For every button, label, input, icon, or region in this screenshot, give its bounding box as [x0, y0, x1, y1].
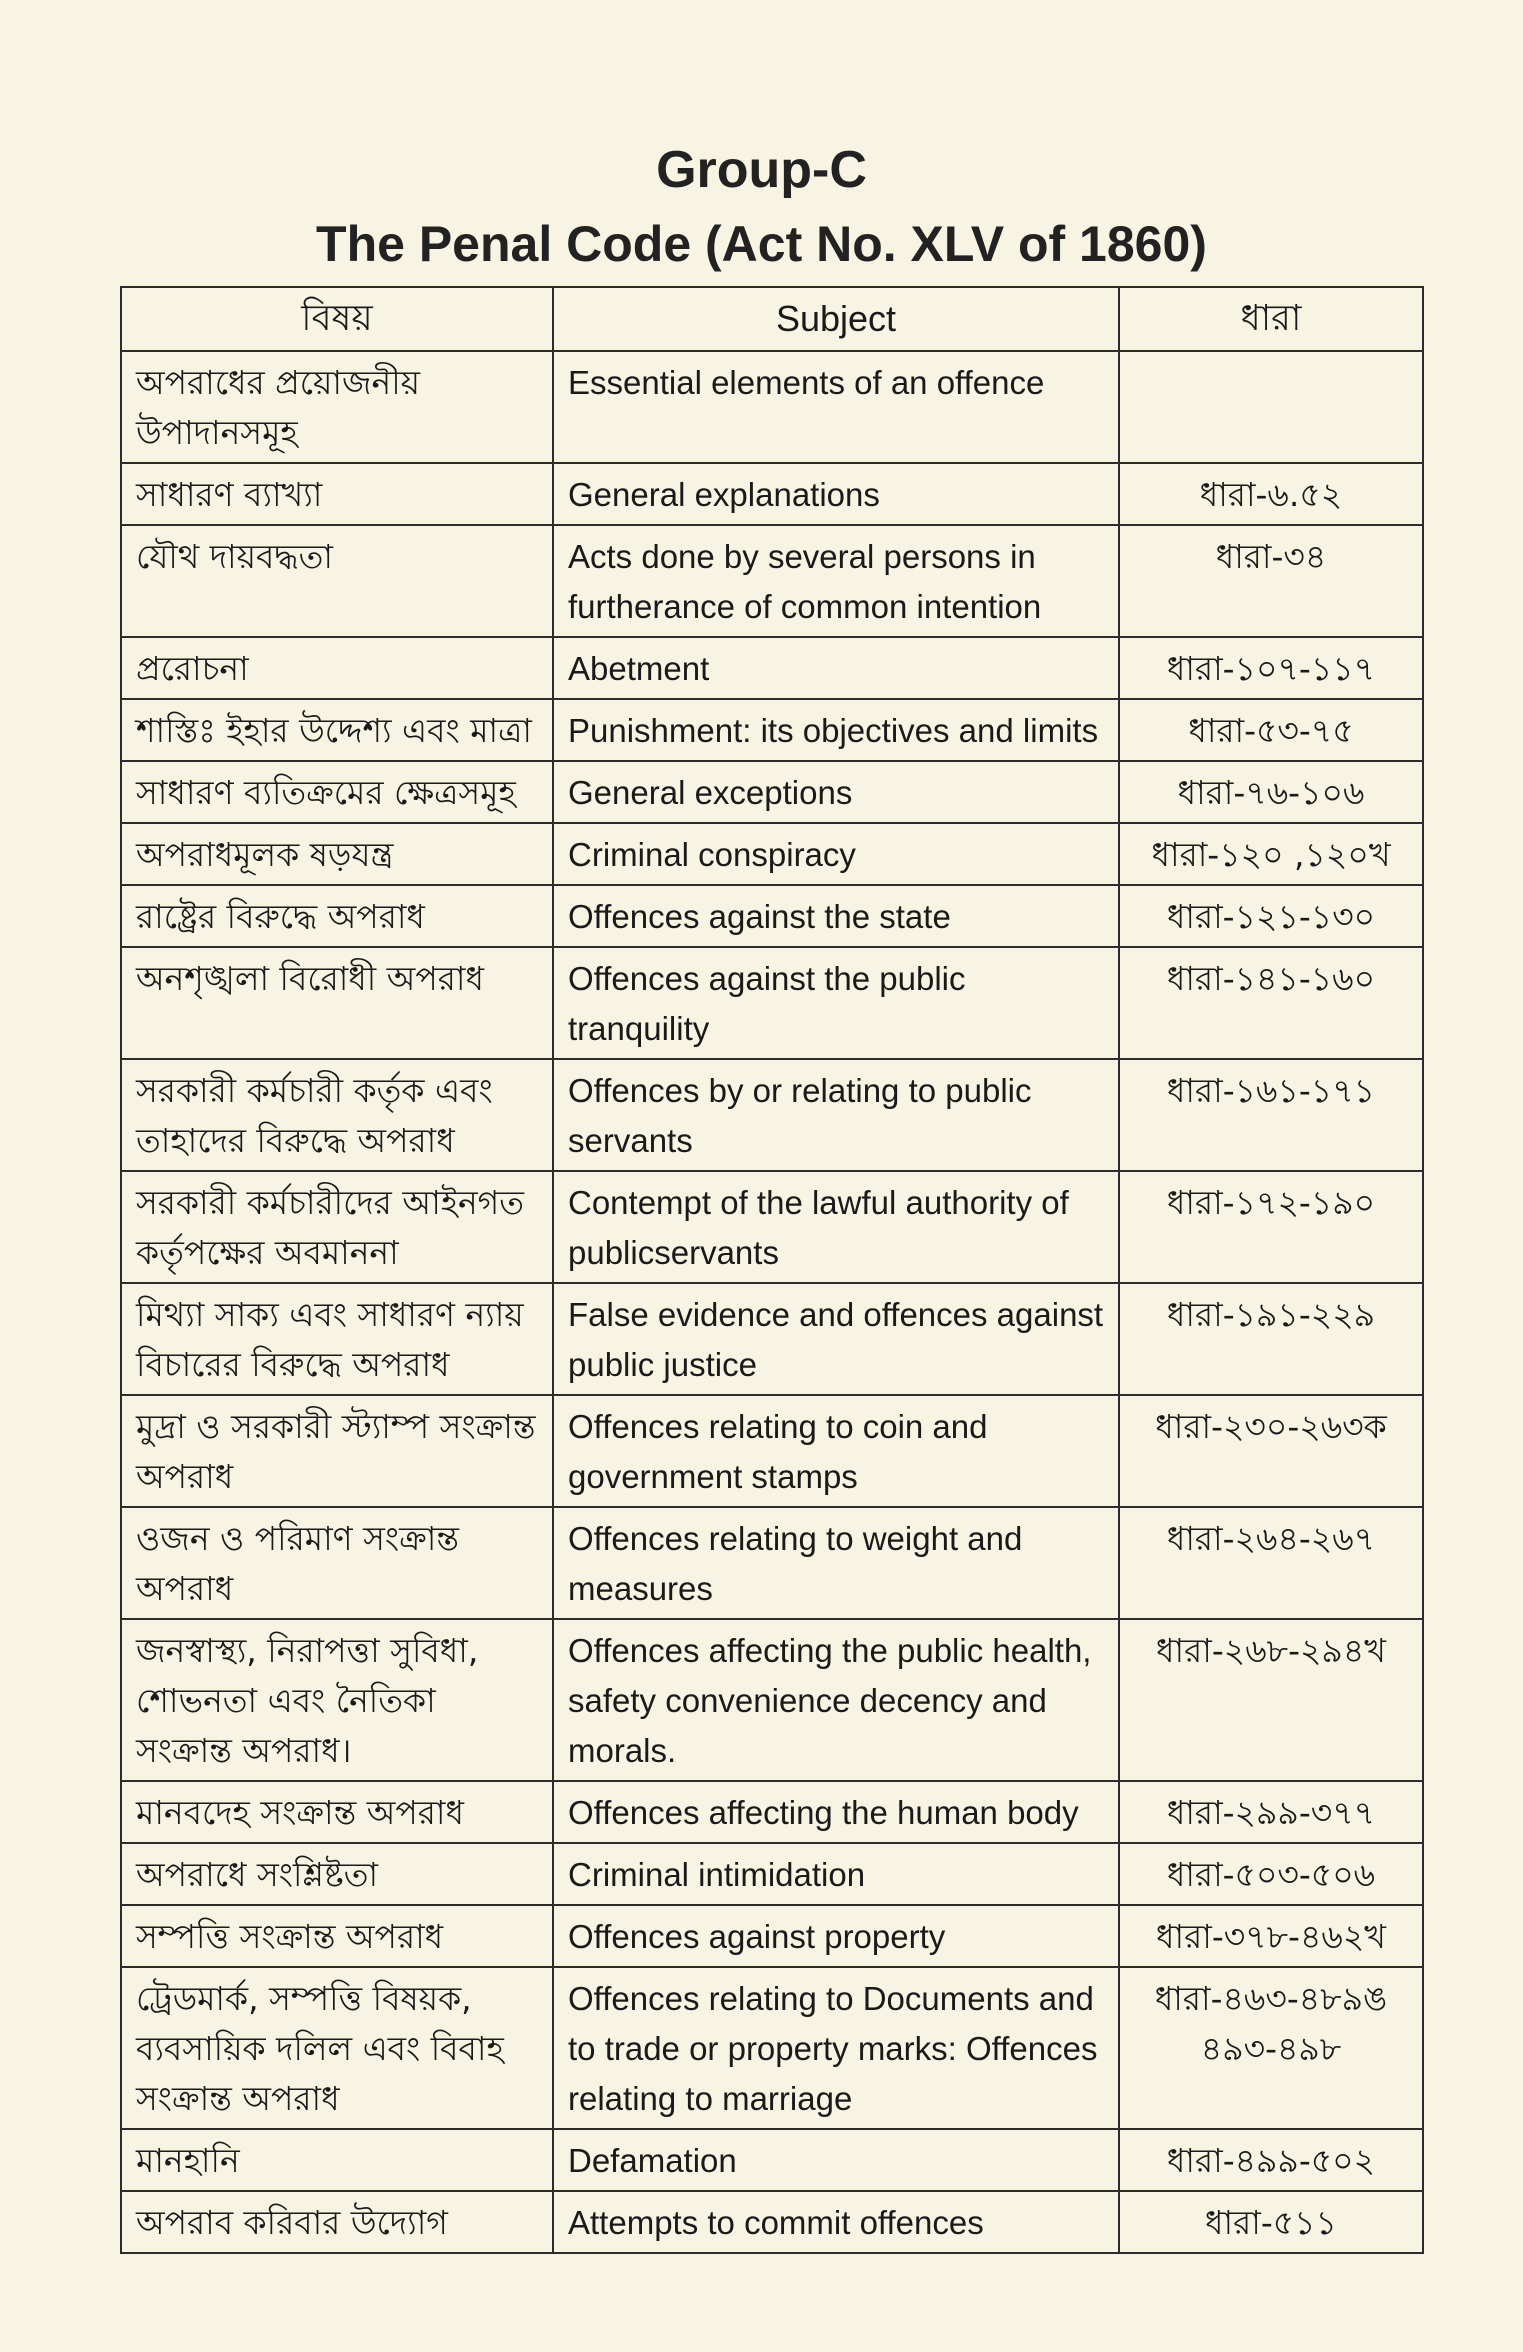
- row-section: [1119, 351, 1423, 463]
- row-subject: General exceptions: [553, 761, 1119, 823]
- header-bangla: বিষয়: [121, 287, 553, 351]
- row-subject: Criminal intimidation: [553, 1843, 1119, 1905]
- table-row: [121, 1507, 1423, 1619]
- row-section: ধারা-৪৯৯-৫০২: [1119, 2129, 1423, 2191]
- row-bangla: অপরাব করিবার উদ্যোগ: [121, 2191, 553, 2253]
- row-bangla: যৌথ দায়বদ্ধতা: [121, 525, 553, 637]
- row-bangla: মানবদেহ সংক্রান্ত অপরাধ: [121, 1781, 553, 1843]
- row-bangla: অপরাধমূলক ষড়যন্ত্র: [121, 823, 553, 885]
- row-subject: General explanations: [553, 463, 1119, 525]
- row-subject: Defamation: [553, 2129, 1119, 2191]
- table-row: [121, 1171, 1423, 1283]
- table-row: [121, 351, 1423, 463]
- row-section: ধারা-১০৭-১১৭: [1119, 637, 1423, 699]
- row-bangla: অনশৃঙ্খলা বিরোধী অপরাধ: [121, 947, 553, 1059]
- row-section: ধারা-৫১১: [1119, 2191, 1423, 2253]
- row-subject: Contempt of the lawful authority of publicservants: [553, 1171, 1119, 1283]
- row-bangla: ওজন ও পরিমাণ সংক্রান্ত অপরাধ: [121, 1507, 553, 1619]
- table-row: [121, 1781, 1423, 1843]
- table-row: [121, 525, 1423, 637]
- row-subject: Offences affecting the human body: [553, 1781, 1119, 1843]
- row-subject: Offences against the state: [553, 885, 1119, 947]
- row-bangla: সাধারণ ব্যতিক্রমের ক্ষেত্রসমূহ: [121, 761, 553, 823]
- row-section: ধারা-২৯৯-৩৭৭: [1119, 1781, 1423, 1843]
- table-row: [121, 1905, 1423, 1967]
- header-section: ধারা: [1119, 287, 1423, 351]
- row-bangla: প্ররোচনা: [121, 637, 553, 699]
- row-subject: Criminal conspiracy: [553, 823, 1119, 885]
- row-subject: Offences relating to Documents and to trade or property marks: Offences relating to marriage: [553, 1967, 1119, 2129]
- row-bangla: অপরাধের প্রয়োজনীয় উপাদানসমূহ: [121, 351, 553, 463]
- table-row: [121, 1059, 1423, 1171]
- row-section: ধারা-১২১-১৩০: [1119, 885, 1423, 947]
- table-row: [121, 1283, 1423, 1395]
- row-bangla: সম্পত্তি সংক্রান্ত অপরাধ: [121, 1905, 553, 1967]
- row-subject: Offences by or relating to public servants: [553, 1059, 1119, 1171]
- row-subject: Attempts to commit offences: [553, 2191, 1119, 2253]
- row-section: ধারা-৩৪: [1119, 525, 1423, 637]
- row-bangla: সরকারী কর্মচারী কর্তৃক এবং তাহাদের বিরুদ্ধে অপরাধ: [121, 1059, 553, 1171]
- row-section: ধারা-১২০ ,১২০খ: [1119, 823, 1423, 885]
- table-row: [121, 463, 1423, 525]
- row-bangla: শাস্তিঃ ইহার উদ্দেশ্য এবং মাত্রা: [121, 699, 553, 761]
- row-section: ধারা-৫৩-৭৫: [1119, 699, 1423, 761]
- row-bangla: মানহানি: [121, 2129, 553, 2191]
- row-subject: Offences against the public tranquility: [553, 947, 1119, 1059]
- row-bangla: রাষ্ট্রের বিরুদ্ধে অপরাধ: [121, 885, 553, 947]
- table-row: [121, 761, 1423, 823]
- row-section: ধারা-১৪১-১৬০: [1119, 947, 1423, 1059]
- header-subject: Subject: [553, 287, 1119, 351]
- row-section: ধারা-২৩০-২৬৩ক: [1119, 1395, 1423, 1507]
- row-subject: Acts done by several persons in furtherance of common intention: [553, 525, 1119, 637]
- act-title: The Penal Code (Act No. XLV of 1860): [316, 216, 1207, 272]
- row-bangla: ট্রেডমার্ক, সম্পত্তি বিষয়ক, ব্যবসায়িক দলিল এবং বিবাহ সংক্রান্ত অপরাধ: [121, 1967, 553, 2129]
- row-bangla: সাধারণ ব্যাখ্যা: [121, 463, 553, 525]
- row-subject: Punishment: its objectives and limits: [553, 699, 1119, 761]
- row-section: ধারা-৫০৩-৫০৬: [1119, 1843, 1423, 1905]
- row-bangla: মিথ্যা সাক্য এবং সাধারণ ন্যায় বিচারের বিরুদ্ধে অপরাধ: [121, 1283, 553, 1395]
- row-section: ধারা-১৯১-২২৯: [1119, 1283, 1423, 1395]
- row-subject: Offences relating to coin and government stamps: [553, 1395, 1119, 1507]
- row-subject: Abetment: [553, 637, 1119, 699]
- row-bangla: মুদ্রা ও সরকারী স্ট্যাম্প সংক্রান্ত অপরাধ: [121, 1395, 553, 1507]
- table-header-row: [121, 287, 1423, 351]
- table-row: [121, 1395, 1423, 1507]
- row-subject: False evidence and offences against public justice: [553, 1283, 1119, 1395]
- row-section: ধারা-৪৬৩-৪৮৯ঙ ৪৯৩-৪৯৮: [1119, 1967, 1423, 2129]
- table-row: [121, 1967, 1423, 2129]
- table-row: [121, 823, 1423, 885]
- row-section: ধারা-২৬৪-২৬৭: [1119, 1507, 1423, 1619]
- row-section: ধারা-৬.৫২: [1119, 463, 1423, 525]
- row-bangla: সরকারী কর্মচারীদের আইনগত কর্তৃপক্ষের অবমাননা: [121, 1171, 553, 1283]
- row-section: ধারা-১৬১-১৭১: [1119, 1059, 1423, 1171]
- table-row: [121, 885, 1423, 947]
- row-section: ধারা-২৬৮-২৯৪খ: [1119, 1619, 1423, 1781]
- table-row: [121, 637, 1423, 699]
- row-bangla: অপরাধে সংশ্লিষ্টতা: [121, 1843, 553, 1905]
- penal-code-table: [120, 286, 1424, 2254]
- row-section: ধারা-৭৬-১০৬: [1119, 761, 1423, 823]
- table-row: [121, 1843, 1423, 1905]
- table-row: [121, 1619, 1423, 1781]
- row-subject: Offences against property: [553, 1905, 1119, 1967]
- row-subject: Offences affecting the public health, safety convenience decency and morals.: [553, 1619, 1119, 1781]
- row-section: ধারা-৩৭৮-৪৬২খ: [1119, 1905, 1423, 1967]
- row-subject: Offences relating to weight and measures: [553, 1507, 1119, 1619]
- row-section: ধারা-১৭২-১৯০: [1119, 1171, 1423, 1283]
- table-row: [121, 2191, 1423, 2253]
- table-row: [121, 947, 1423, 1059]
- table-row: [121, 2129, 1423, 2191]
- row-bangla: জনস্বাস্থ্য, নিরাপত্তা সুবিধা, শোভনতা এবং নৈতিকা সংক্রান্ত অপরাধ।: [121, 1619, 553, 1781]
- row-subject: Essential elements of an offence: [553, 351, 1119, 463]
- group-title: Group-C: [656, 141, 867, 199]
- table-row: [121, 699, 1423, 761]
